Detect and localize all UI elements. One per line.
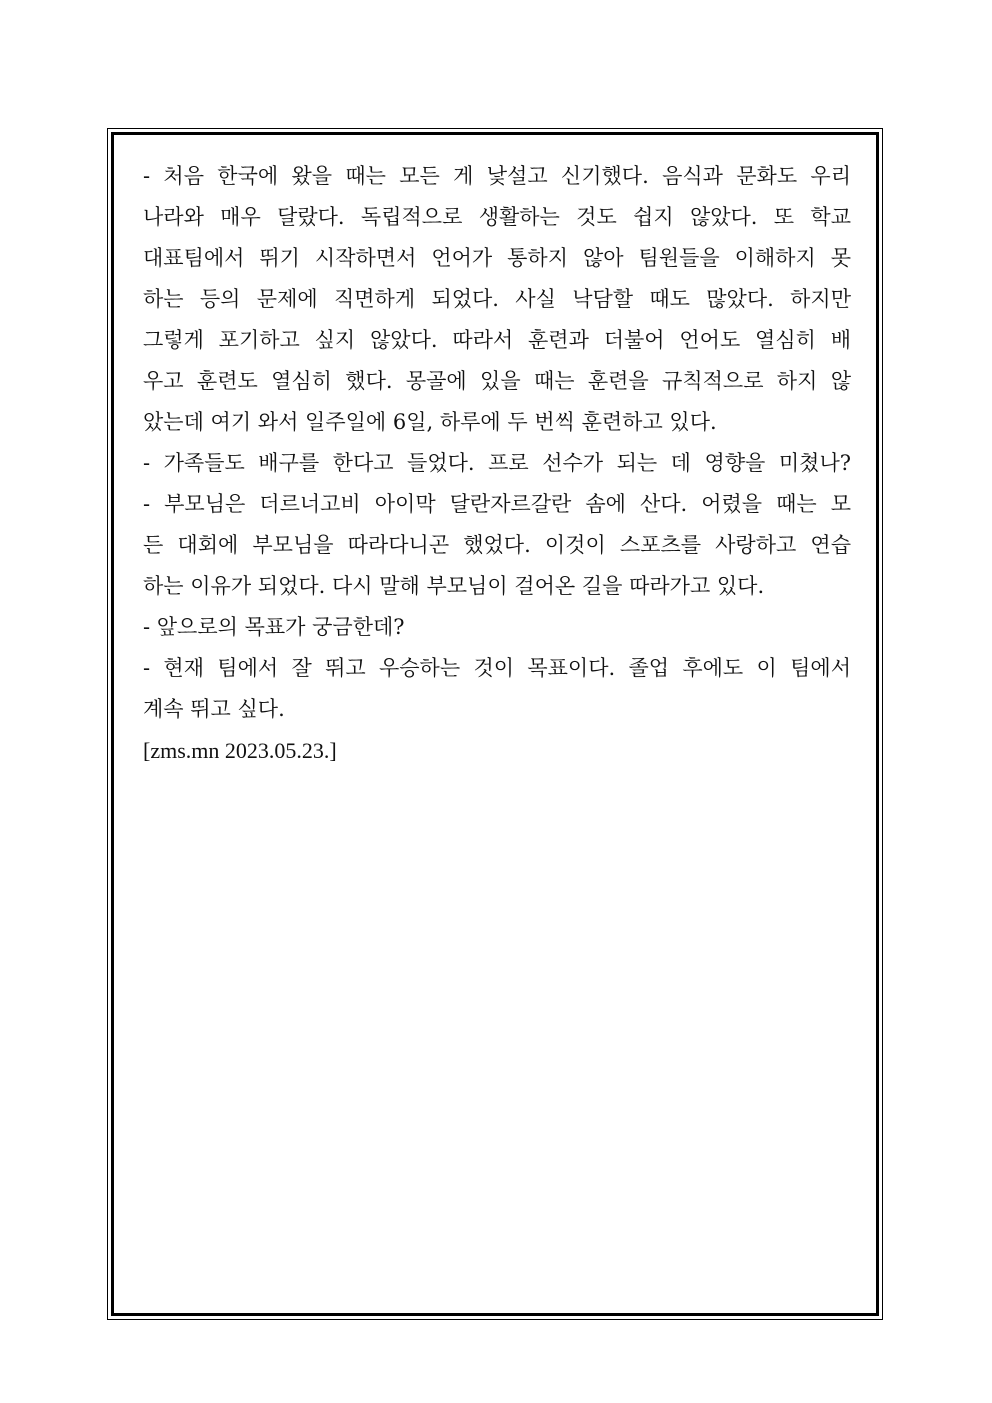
paragraph-line: 하는 등의 문제에 직면하게 되었다. 사실 낙담할 때도 많았다. 하지만	[143, 287, 851, 311]
paragraph-line: 우고 훈련도 열심히 했다. 몽골에 있을 때는 훈련을 규칙적으로 하지 않	[143, 369, 851, 393]
paragraph-line: - 부모님은 더르너고비 아이막 달란자르갈란 솜에 산다. 어렸을 때는 모	[143, 492, 851, 516]
paragraph-line: 그렇게 포기하고 싶지 않았다. 따라서 훈련과 더불어 언어도 열심히 배	[143, 328, 851, 352]
paragraph-line: 하는 이유가 되었다. 다시 말해 부모님이 걸어온 길을 따라가고 있다.	[143, 574, 765, 598]
paragraph-line: - 처음 한국에 왔을 때는 모든 게 낯설고 신기했다. 음식과 문화도 우리	[143, 164, 851, 188]
paragraph-line: 나라와 매우 달랐다. 독립적으로 생활하는 것도 쉽지 않았다. 또 학교	[143, 205, 851, 229]
paragraph-line: - 현재 팀에서 잘 뛰고 우승하는 것이 목표이다. 졸업 후에도 이 팀에서	[143, 656, 851, 680]
article-body	[143, 156, 851, 771]
paragraph-line: 대표팀에서 뛰기 시작하면서 언어가 통하지 않아 팀원들을 이해하지 못	[143, 246, 851, 270]
question-line: - 가족들도 배구를 한다고 들었다. 프로 선수가 되는 데 영향을 미쳤나?	[143, 451, 851, 475]
paragraph-line: 든 대회에 부모님을 따라다니곤 했었다. 이것이 스포츠를 사랑하고 연습	[143, 533, 851, 557]
paragraph-line: 계속 뛰고 싶다.	[143, 697, 285, 721]
question-line: - 앞으로의 목표가 궁금한데?	[143, 615, 405, 639]
paragraph-line: 았는데 여기 와서 일주일에 6일, 하루에 두 번씩 훈련하고 있다.	[143, 410, 717, 434]
source-citation: [zms.mn 2023.05.23.]	[143, 738, 337, 763]
